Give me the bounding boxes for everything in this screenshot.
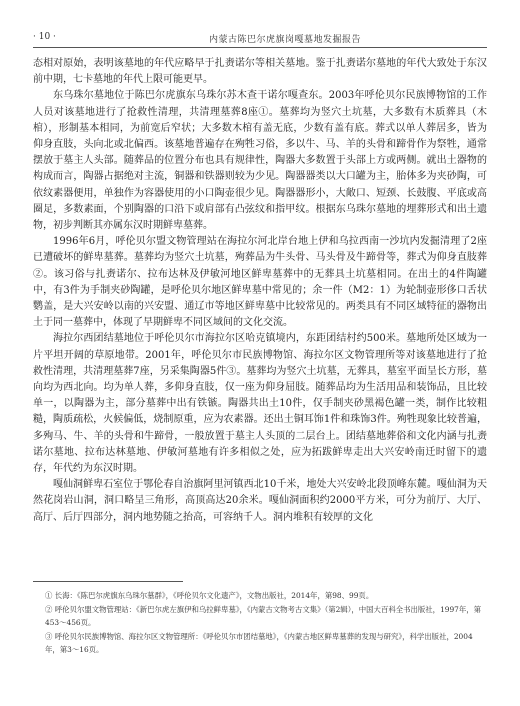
paragraph: 东乌珠尔墓地位于陈巴尔虎旗东乌珠尔苏木查干诺尔嘎查东。2003年呼伦贝尔民族博物馆的工作人员对该墓地进行了抢救性清理，共清理墓葬8座①。墓葬均为竖穴土坑墓，大多数有木质葬具（木棺），形制基本相同，为前宽后窄状；大多数木棺有盖无底，少数有盖有底。葬式以单人葬居多，皆为仰身直肢，头向北或北偏西。该墓地普遍存在殉牲习俗，多以牛、马、羊的头骨和蹄骨作为祭牲，通常摆放于墓主人头部。随葬品的位置分布也具有规律性，陶器大多数置于头部上方或两侧。就出土器物的构成而言，陶器占据绝对主流，铜器和铁器则较为少见。陶器器类以大口罐为主，胎体多为夹砂陶，可依纹素器便用，单独作为容器使用的小口陶壶很少见。陶器器形小，大敞口、短颈、长鼓腹、平底或高圈足，多数素面，个别陶器的口沿下或肩部有凸弦纹和指甲纹。根据东乌珠尔墓地的埋葬形式和出土遗物，初步判断其亦属东汉时期鲜卑墓葬。 (33, 90, 487, 232)
footnotes (33, 589, 487, 657)
footnote (33, 589, 487, 603)
footnote-text: 呼伦贝尔盟文物管理站：《新巴尔虎左旗伊和乌拉鲜卑墓》，《内蒙古文物考古文集》（第2辑），中国大百科全书出版社，1997年，第453～456页。 (45, 604, 482, 628)
footnote (33, 630, 487, 657)
running-title: 内蒙古陈巴尔虎旗岗嘎墓地发掘报告 (208, 35, 361, 45)
footnote (33, 603, 487, 630)
paragraph: 嘎仙洞鲜卑石室位于鄂伦春自治旗阿里河镇西北10千米，地处大兴安岭北段顶峰东麓。嘎仙洞为天然花岗岩山洞，洞口略呈三角形，高顶高达20余米。嘎仙洞面积约2000平方米，可分为前厅、大厅、高厅、后厅四部分，洞内地势随之抬高，可容纳千人。洞内堆积有较厚的文化 (33, 479, 487, 523)
paragraph: 态相对原始，表明该墓地的年代应略早于扎赉诺尔等相关墓地。鉴于扎赉诺尔墓地的年代大致处于东汉前中期，七卡墓地的年代上限可能更早。 (33, 58, 487, 86)
page-number: · 10 · (33, 32, 56, 42)
body-text (33, 56, 487, 526)
header-rule (33, 47, 487, 48)
footnote-text: 长海：《陈巴尔虎旗东乌珠尔墓群》，《呼伦贝尔文化遗产》，文物出版社，2014年，第98、99页。 (54, 591, 374, 600)
footnote-mark: ③ (45, 631, 53, 641)
footnote-text: 呼伦贝尔民族博物馆、海拉尔区文物管理所：《呼伦贝尔市团结墓地》，《内蒙古地区鲜卑墓葬的发现与研究》，科学出版社，2004年，第3～16页。 (45, 631, 473, 655)
footnote-mark: ② (45, 604, 53, 614)
paragraph: 1996年6月，呼伦贝尔盟文物管理站在海拉尔河北岸台地上伊和乌拉西南一沙坑内发掘清理了2座已遭破坏的鲜卑墓葬。墓葬均为竖穴土坑墓，殉葬品为牛头骨、马头骨及牛蹄骨等，葬式为仰身直肢葬②。该习俗与扎赉诺尔、拉布达林及伊敏河地区鲜卑墓葬中的无葬具土坑墓相同。在出土的4件陶罐中，有3件为手制夹砂陶罐，是呼伦贝尔地区鲜卑墓中常见的；余一件（M2：1）为轮制壶形侈口舌状鹦盖，是大兴安岭以南的兴安盟、通辽市等地区鲜卑墓中比较常见的。两类具有不同区域特征的器物出土于同一墓葬中，体现了早期鲜卑不同区域间的文化交流。 (33, 236, 487, 329)
footnote-rule (33, 581, 183, 582)
paragraph: 海拉尔西团结墓地位于呼伦贝尔市海拉尔区哈克镇境内，东距团结村约500米。墓地所处区域为一片平坦开阔的草原地带。2001年，呼伦贝尔市民族博物馆、海拉尔区文物管理所等对该墓地进行了抢救性清理，共清理墓葬7座，另采集陶器5件③。墓葬均为竖穴土坑墓，无葬具，墓室平面呈长方形，墓向均为西北向。均为单人葬，多仰身直肢，仅一座为仰身屈肢。随葬品均为生活用品和装饰品，且比较单一，以陶器为主，部分墓葬中出有铁镞。陶器共出土10件，仅手制夹砂黑褐色罐一类，制作比较粗糙，陶质疏松，火候偏低，烧制原重，应为农素器。还出土铜耳饰1件和珠饰3件。殉牲现象比较普遍，多殉马、牛、羊的头骨和牛蹄骨，一般放置于墓主人头顶的二层台上。团结墓地葬俗和文化内涵与扎赉诺尔墓地、拉布达林墓地、伊敏河墓地有许多相似之处，应为拓跋鲜卑走出大兴安岭南迁时留下的遗存，年代约为东汉时期。 (33, 333, 487, 475)
footnote-mark: ① (45, 591, 53, 600)
